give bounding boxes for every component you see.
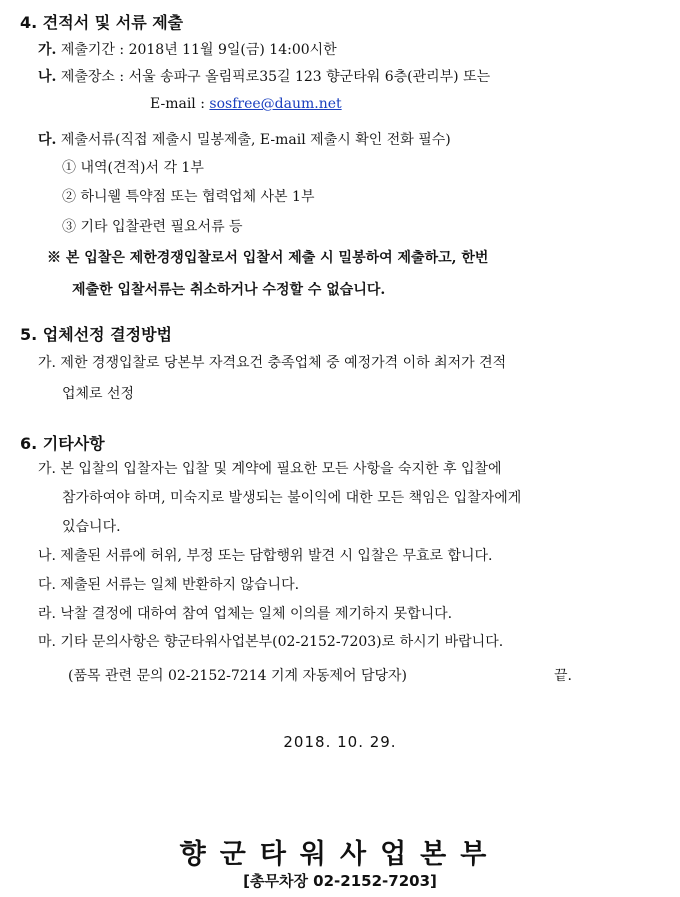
submission-documents xyxy=(38,131,451,149)
item-marker: 나. xyxy=(38,69,57,85)
document-item: ② 하니웰 특약점 또는 협력업체 사본 1부 xyxy=(62,189,315,205)
organization-name: 향군타워사업본부 xyxy=(179,839,501,870)
email-line xyxy=(150,95,342,113)
other-item-line: 있습니다. xyxy=(62,519,121,535)
email-link[interactable]: sosfree@daum.net xyxy=(209,96,342,112)
item-marker: 다. xyxy=(38,132,57,148)
document-item: ① 내역(견적)서 각 1부 xyxy=(62,160,204,176)
submission-period xyxy=(38,41,337,59)
other-item-line: 마. 기타 문의사항은 향군타워사업본부(02-2152-7203)로 하시기 바랍니다. xyxy=(38,634,504,650)
section-4-title: 4. 견적서 및 서류 제출 xyxy=(20,13,184,32)
document-date: 2018. 10. 29. xyxy=(283,733,397,751)
submission-documents-text: 제출서류(직접 제출시 밀봉제출, E-mail 제출시 확인 전화 필수) xyxy=(60,132,451,148)
other-item-line: 가. 본 입찰의 입찰자는 입찰 및 계약에 필요한 모든 사항을 숙지한 후 입찰에 xyxy=(38,461,502,477)
submission-place xyxy=(38,68,490,86)
document-item: ③ 기타 입찰관련 필요서류 등 xyxy=(62,219,243,235)
notice-line: 제출한 입찰서류는 취소하거나 수정할 수 없습니다. xyxy=(72,282,386,298)
end-mark: 끝. xyxy=(554,668,572,684)
selection-method-line: 가. 제한 경쟁입찰로 당본부 자격요건 충족업체 중 예정가격 이하 최저가 견적 xyxy=(38,355,507,371)
other-item-line: 다. 제출된 서류는 일체 반환하지 않습니다. xyxy=(38,577,300,593)
other-item-line: 나. 제출된 서류에 허위, 부정 또는 담합행위 발견 시 입찰은 무효로 합니다. xyxy=(38,548,493,564)
selection-method-line: 업체로 선정 xyxy=(62,386,135,402)
item-marker: 가. xyxy=(38,42,57,58)
other-item-line: 라. 낙찰 결정에 대하여 참여 업체는 일체 이의를 제기하지 못합니다. xyxy=(38,606,453,622)
section-5-title: 5. 업체선정 결정방법 xyxy=(20,325,172,344)
other-item-line: 참가하여야 하며, 미숙지로 발생되는 불이익에 대한 모든 책임은 입찰자에게 xyxy=(62,490,522,506)
notice-line: ※ 본 입찰은 제한경쟁입찰로서 입찰서 제출 시 밀봉하여 제출하고, 한번 xyxy=(47,250,489,266)
section-6-title: 6. 기타사항 xyxy=(20,434,105,453)
submission-period-text: 제출기간 : 2018년 11월 9일(금) 14:00시한 xyxy=(60,42,337,58)
email-label: E-mail : xyxy=(150,96,210,112)
submission-place-text: 제출장소 : 서울 송파구 올림픽로35길 123 향군타워 6층(관리부) 또는 xyxy=(60,69,491,85)
inquiry-note: (품목 관련 문의 02-2152-7214 기계 자동제어 담당자) xyxy=(68,668,408,684)
organization-contact: [총무차장 02-2152-7203] xyxy=(243,872,437,890)
